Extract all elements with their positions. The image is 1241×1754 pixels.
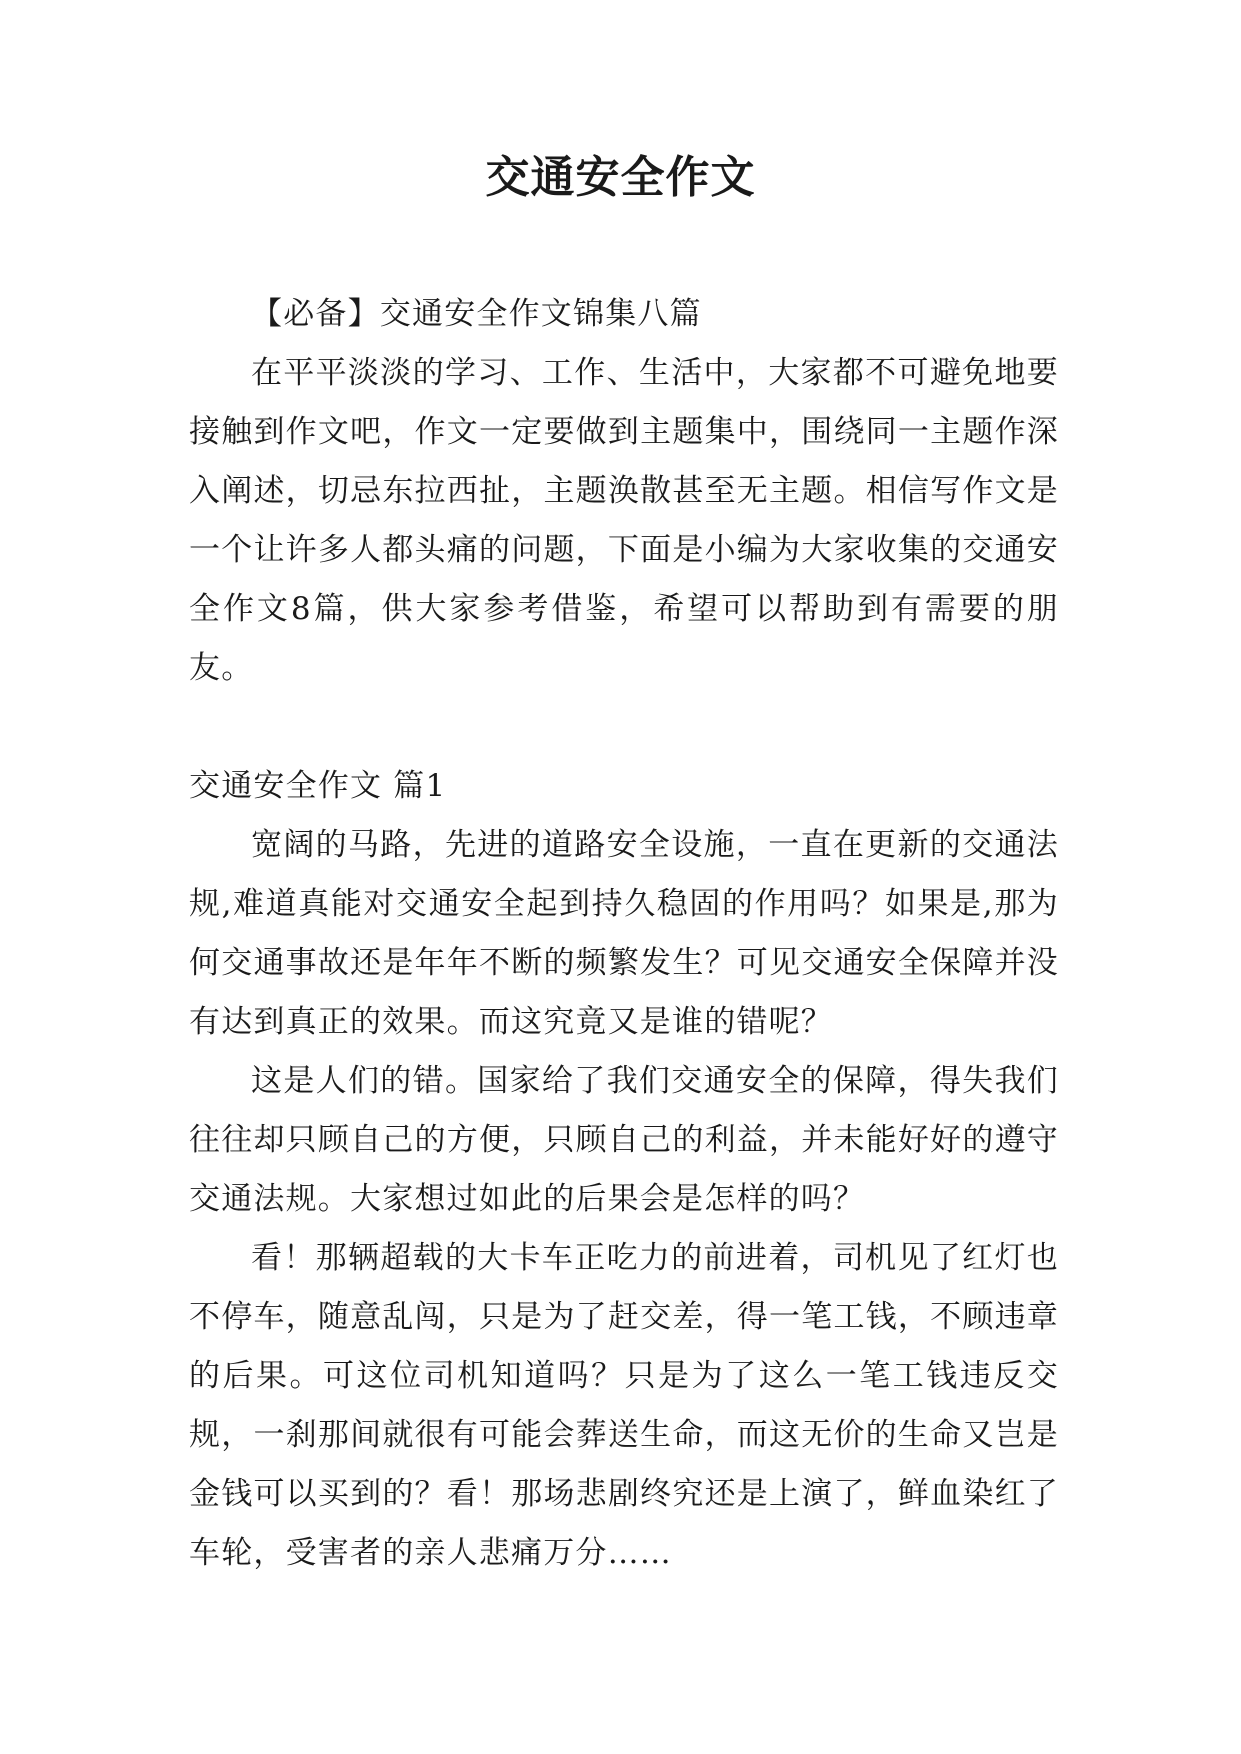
intro-paragraph: 在平平淡淡的学习、工作、生活中，大家都不可避免地要接触到作文吧，作文一定要做到主题集中，围绕同一主题作深入阐述，切忌东拉西扯，主题涣散甚至无主题。相信写作文是一个让许多人都头痛的问题，下面是小编为大家收集的交通安全作文8篇，供大家参考借鉴，希望可以帮助到有需要的朋友。 — [189, 355, 1059, 686]
body-paragraph: 宽阔的马路，先进的道路安全设施，一直在更新的交通法规,难道真能对交通安全起到持久稳固的作用吗？如果是,那为何交通事故还是年年不断的频繁发生？可见交通安全保障并没有达到真正的效果。而这究竟又是谁的错呢？ — [189, 827, 1059, 1040]
document-title: 交通安全作文 — [485, 152, 756, 203]
document-body — [189, 285, 1059, 1583]
section-heading: 交通安全作文 篇1 — [189, 768, 447, 804]
body-paragraph: 这是人们的错。国家给了我们交通安全的保障，得失我们往往却只顾自己的方便，只顾自己的利益，并未能好好的遵守交通法规。大家想过如此的后果会是怎样的吗？ — [189, 1063, 1059, 1217]
document-subtitle: 【必备】交通安全作文锦集八篇 — [251, 296, 702, 332]
body-paragraph: 看！那辆超载的大卡车正吃力的前进着，司机见了红灯也不停车，随意乱闯，只是为了赶交差，得一笔工钱，不顾违章的后果。可这位司机知道吗？只是为了这么一笔工钱违反交规，一刹那间就很有可能会葬送生命，而这无价的生命又岂是金钱可以买到的？看！那场悲剧终究还是上演了，鲜血染红了车轮，受害者的亲人悲痛万分…… — [189, 1240, 1059, 1571]
